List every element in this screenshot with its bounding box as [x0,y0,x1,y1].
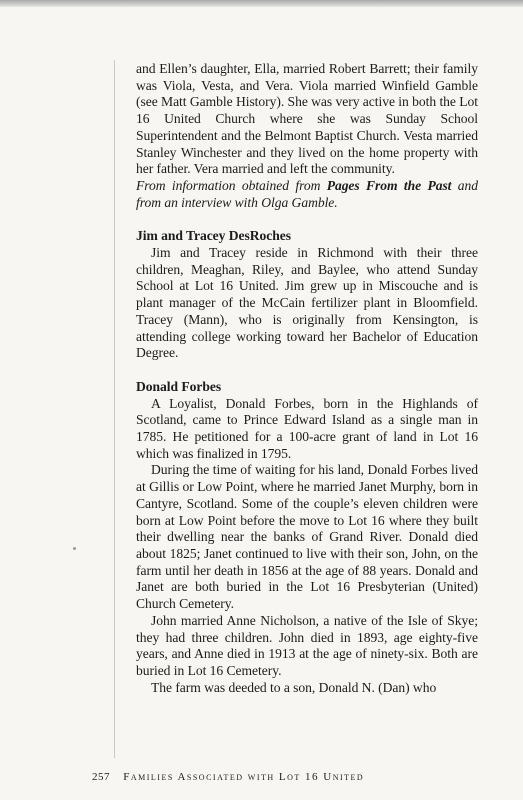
section-heading-desroches: Jim and Tracey DesRoches [136,228,291,244]
section-heading-forbes: Donald Forbes [136,378,222,394]
scan-speck [73,547,76,550]
paragraph-continuation: and Ellen’s daughter, Ella, married Robert Barrett; their family was Viola, Vesta, and Vera. Viola married Winfield Gamble (see Matt Gamble History). She was very active in both the Lot 16 United Church where she was Sunday School Superintendent and the Belmont Baptist Church. Vesta married Stanley Winchester and they lived on the home property with her father. Vera married and left the community. [136,61,478,177]
scan-top-edge [0,0,523,7]
source-suffix: and from an interview with Olga Gamble. [136,177,479,210]
source-book-title: Pages From the Past [326,177,452,193]
running-title: Families Associated with Lot 16 United [123,771,365,783]
page-footer [92,771,364,783]
page-body [136,61,478,696]
paragraph-forbes-3: John married Anne Nicholson, a native of the Isle of Skye; they had three children. John died in 1893, age eighty-five years, and Anne died in 1913 at the age of ninety-six. Both are buried in Lot 16 Cemetery. [136,612,478,678]
paragraph-forbes-4: The farm was deeded to a son, Donald N. (Dan) who [151,679,437,695]
paragraph-forbes-1: A Loyalist, Donald Forbes, born in the Highlands of Scotland, came to Prince Edward Island as a single man in 1785. He petitioned for a 100-acre grant of land in Lot 16 which was finalized in 1795. [136,395,478,461]
margin-rule [114,60,115,758]
paragraph-desroches: Jim and Tracey reside in Richmond with their three children, Meaghan, Riley, and Baylee, who attend Sunday School at Lot 16 United. Jim grew up in Miscouche and is plant manager of the McCain fertilizer plant in Bloomfield. Tracey (Mann), who is originally from Kensington, is attending college working toward her Bachelor of Education Degree. [136,245,478,361]
source-prefix: From information obtained from [136,177,327,193]
paragraph-forbes-2: During the time of waiting for his land, Donald Forbes lived at Gillis or Low Point, where he married Janet Murphy, born in Cantyre, Scotland. Some of the couple’s eleven children were born at Low Point before the move to Lot 16 where they built their dwelling near the banks of Grand River. Donald died about 1825; Janet continued to live with their son, John, on the farm until her death in 1856 at the age of 88 years. Donald and Janet are both buried in the Lot 16 Presbyterian (United) Church Cemetery. [136,462,478,612]
source-note [136,178,478,211]
page-number: 257 [92,771,110,783]
